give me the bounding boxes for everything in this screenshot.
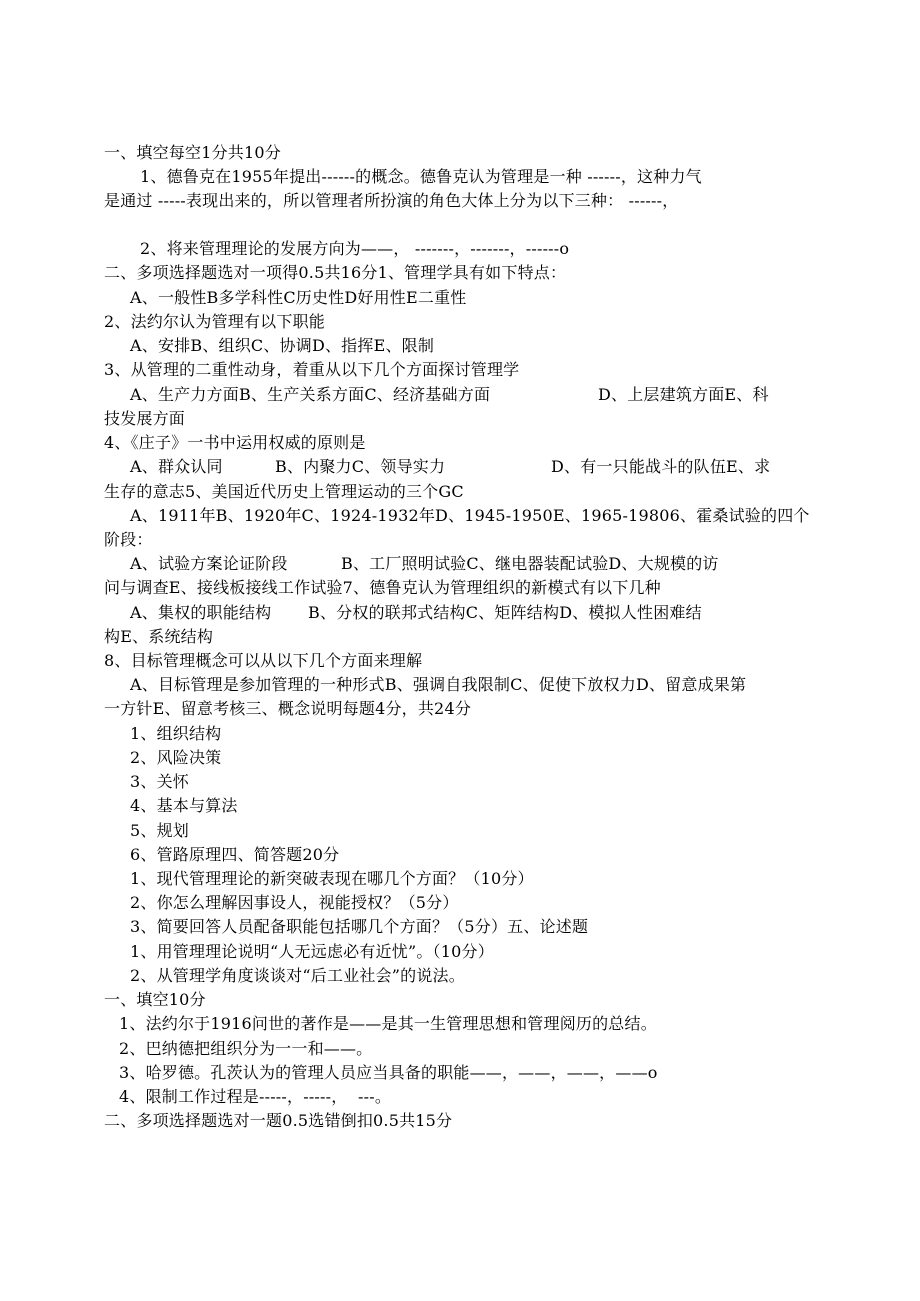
list-item: 2、风险决策	[130, 748, 222, 767]
option-line: D、上层建筑方面E、科	[598, 385, 769, 404]
question-line: 3、从管理的二重性动身，着重从以下几个方面探讨管理学	[104, 360, 520, 379]
list-item: 1、现代管理理论的新突破表现在哪几个方面？（10分）	[130, 869, 534, 888]
option-line: A、群众认同	[130, 457, 223, 476]
list-item: 2、从管理学角度谈谈对“后工业社会”的说法。	[130, 966, 465, 985]
section-heading: 二、多项选择题选对一项得0.5共16分1、管理学具有如下特点：	[104, 263, 567, 282]
list-item: 3、关怀	[130, 772, 189, 791]
list-item: 5、规划	[130, 821, 189, 840]
option-line: 问与调查E、接线板接线工作试验7、德鲁克认为管理组织的新模式有以下几种	[104, 578, 661, 597]
text-line: 3、哈罗德。孔茨认为的管理人员应当具备的职能——，——，——，——o	[119, 1063, 658, 1082]
question-line: 8、目标管理概念可以从以下几个方面来理解	[104, 651, 423, 670]
option-line: A、1911年B、1920年C、1924-1932年D、1945-1950E、1965-19806、霍桑试验的四个	[130, 506, 810, 525]
text-line: 4、限制工作过程是-----，-----， ---。	[119, 1087, 392, 1106]
list-item: 3、简要回答人员配备职能包括哪几个方面？（5分）五、论述题	[130, 917, 589, 936]
option-line: A、集权的职能结构	[130, 603, 272, 622]
option-line: A、生产力方面B、生产关系方面C、经济基础方面	[130, 385, 491, 404]
list-item: 4、基本与算法	[130, 796, 238, 815]
question-line: 2、法约尔认为管理有以下职能	[104, 312, 325, 331]
option-line: B、内聚力C、领导实力	[275, 457, 446, 476]
section-heading: 二、多项选择题选对一题0.5选错倒扣0.5共15分	[104, 1111, 453, 1130]
option-line: A、一般性B多学科性C历史性D好用性E二重性	[130, 288, 467, 307]
text-line: 是通过 -----表现出来的，所以管理者所扮演的角色大体上分为以下三种： ------，	[104, 191, 679, 210]
question-line: 4、《庄子》一书中运用权威的原则是	[104, 433, 366, 452]
text-line: 1、德鲁克在1955年提出------的概念。德鲁克认为管理是一种 ------，这种力气	[140, 167, 702, 186]
option-line: 一方针E、留意考核三、概念说明每题4分，共24分	[104, 699, 472, 718]
option-line: B、工厂照明试验C、继电器装配试验D、大规模的访	[341, 554, 719, 573]
option-line: A、目标管理是参加管理的一种形式B、强调自我限制C、促使下放权力D、留意成果第	[130, 675, 747, 694]
section-heading: 一、填空10分	[104, 990, 206, 1009]
text-line: 1、法约尔于1916问世的著作是——是其一生管理思想和管理阅历的总结。	[119, 1014, 657, 1033]
text-line: 2、将来管理理论的发展方向为——， -------，-------，------o	[140, 239, 570, 258]
section-heading: 一、填空每空1分共10分	[104, 143, 281, 162]
option-line: 生存的意志5、美国近代历史上管理运动的三个GC	[104, 482, 464, 501]
list-item: 2、你怎么理解因事设人，视能授权？（5分）	[130, 893, 459, 912]
option-line: D、有一只能战斗的队伍E、求	[551, 457, 771, 476]
list-item: 6、管路原理四、简答题20分	[130, 845, 340, 864]
list-item: 1、组织结构	[130, 724, 222, 743]
option-line: B、分权的联邦式结构C、矩阵结构D、模拟人性困难结	[308, 603, 702, 622]
text-line: 2、巴纳德把组织分为一一和——。	[119, 1039, 373, 1058]
list-item: 1、用管理理论说明“人无远虑必有近忧”。（10分）	[130, 942, 494, 961]
option-line: A、试验方案论证阶段	[130, 554, 288, 573]
option-line: 技发展方面	[104, 409, 186, 428]
option-line: A、安排B、组织C、协调D、指挥E、限制	[130, 336, 435, 355]
option-line: 构E、系统结构	[104, 627, 214, 646]
option-line: 阶段：	[104, 530, 153, 549]
